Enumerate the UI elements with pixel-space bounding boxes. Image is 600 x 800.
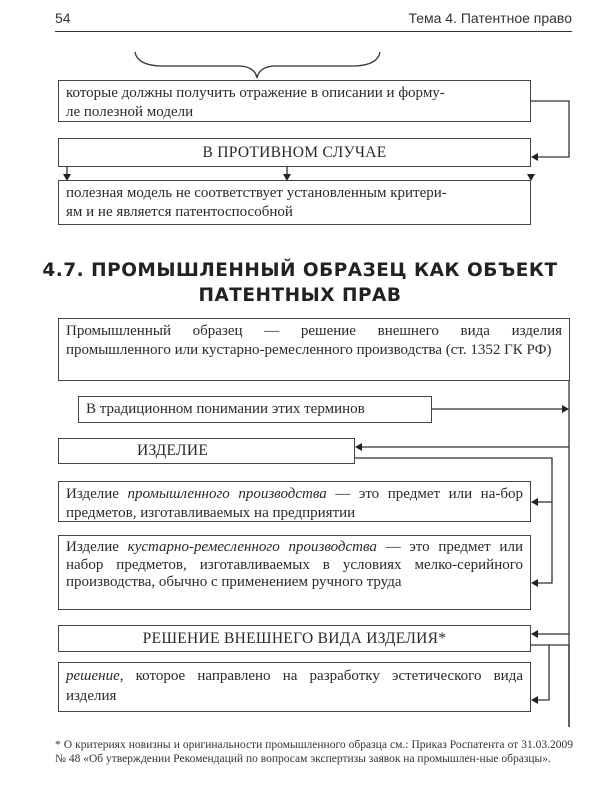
box-not-patentable <box>58 180 531 225</box>
solution-definition: , которое направлено на разработку эстетического вида изделия <box>66 668 523 704</box>
industrial-term: промышленного производства <box>127 486 327 502</box>
arrowhead <box>562 405 569 413</box>
box-reflection <box>58 80 531 122</box>
arrowhead <box>531 498 538 506</box>
arrowhead <box>531 630 538 638</box>
box-reflection-line2: ле полезной модели <box>66 104 194 120</box>
running-title: Тема 4. Патентное право <box>408 10 572 26</box>
connector-appearance-continue <box>549 645 569 727</box>
box-not-patentable-line2: ям и не является патентоспособной <box>66 204 293 220</box>
box-not-patentable-line1: полезная модель не соответствует установленным критери- <box>66 185 447 201</box>
box-reflection-line1: которые должны получить отражение в описании и форму- <box>66 85 445 101</box>
handicraft-definition: — это предмет или набор предметов, изготавливаемых в условиях мелко-серийного производства, обычно с применением ручного труда <box>66 539 523 590</box>
solution-term: решение <box>66 668 120 684</box>
arrowhead <box>531 153 538 161</box>
section-heading-line1: 4.7. ПРОМЫШЛЕННЫЙ ОБРАЗЕЦ КАК ОБЪЕКТ <box>42 260 558 281</box>
box-handicraft-product <box>58 535 531 610</box>
connector-reflection-to-otherwise <box>531 101 569 157</box>
box-traditional: В традиционном понимании этих терминов <box>78 396 432 423</box>
box-solution-definition <box>58 662 531 712</box>
box-appearance-solution: РЕШЕНИЕ ВНЕШНЕГО ВИДА ИЗДЕЛИЯ* <box>58 625 531 652</box>
arrowhead <box>531 579 538 587</box>
page-number: 54 <box>55 10 71 26</box>
footnote: * О критериях новизны и оригинальности промышленного образца см.: Приказ Роспатента от 31.03.2009 № 48 «Об утверждении Рекомендаций по вопросам экспертизы заявок на промышлен-ные образцы». <box>55 739 573 765</box>
curly-brace <box>135 52 380 78</box>
box-otherwise: В ПРОТИВНОМ СЛУЧАЕ <box>58 138 531 167</box>
box-industrial-product <box>58 481 531 522</box>
handicraft-prefix: Изделие <box>66 539 128 555</box>
header-rule <box>55 31 572 32</box>
industrial-prefix: Изделие <box>66 486 128 502</box>
box-product: ИЗДЕЛИЕ <box>58 438 355 464</box>
connector-appearance-branch <box>531 645 549 700</box>
section-heading-line2: ПАТЕНТНЫХ ПРАВ <box>198 285 402 306</box>
arrowhead <box>531 696 538 704</box>
industrial-definition: — это предмет или на-бор предметов, изготавливаемых на предприятии <box>66 486 523 521</box>
arrowhead <box>355 443 362 451</box>
box-definition: Промышленный образец — решение внешнего вида изделия промышленного или кустарно-ремесленного производства (ст. 1352 ГК РФ) <box>58 318 570 381</box>
handicraft-term: кустарно-ремесленного производства <box>127 539 377 555</box>
